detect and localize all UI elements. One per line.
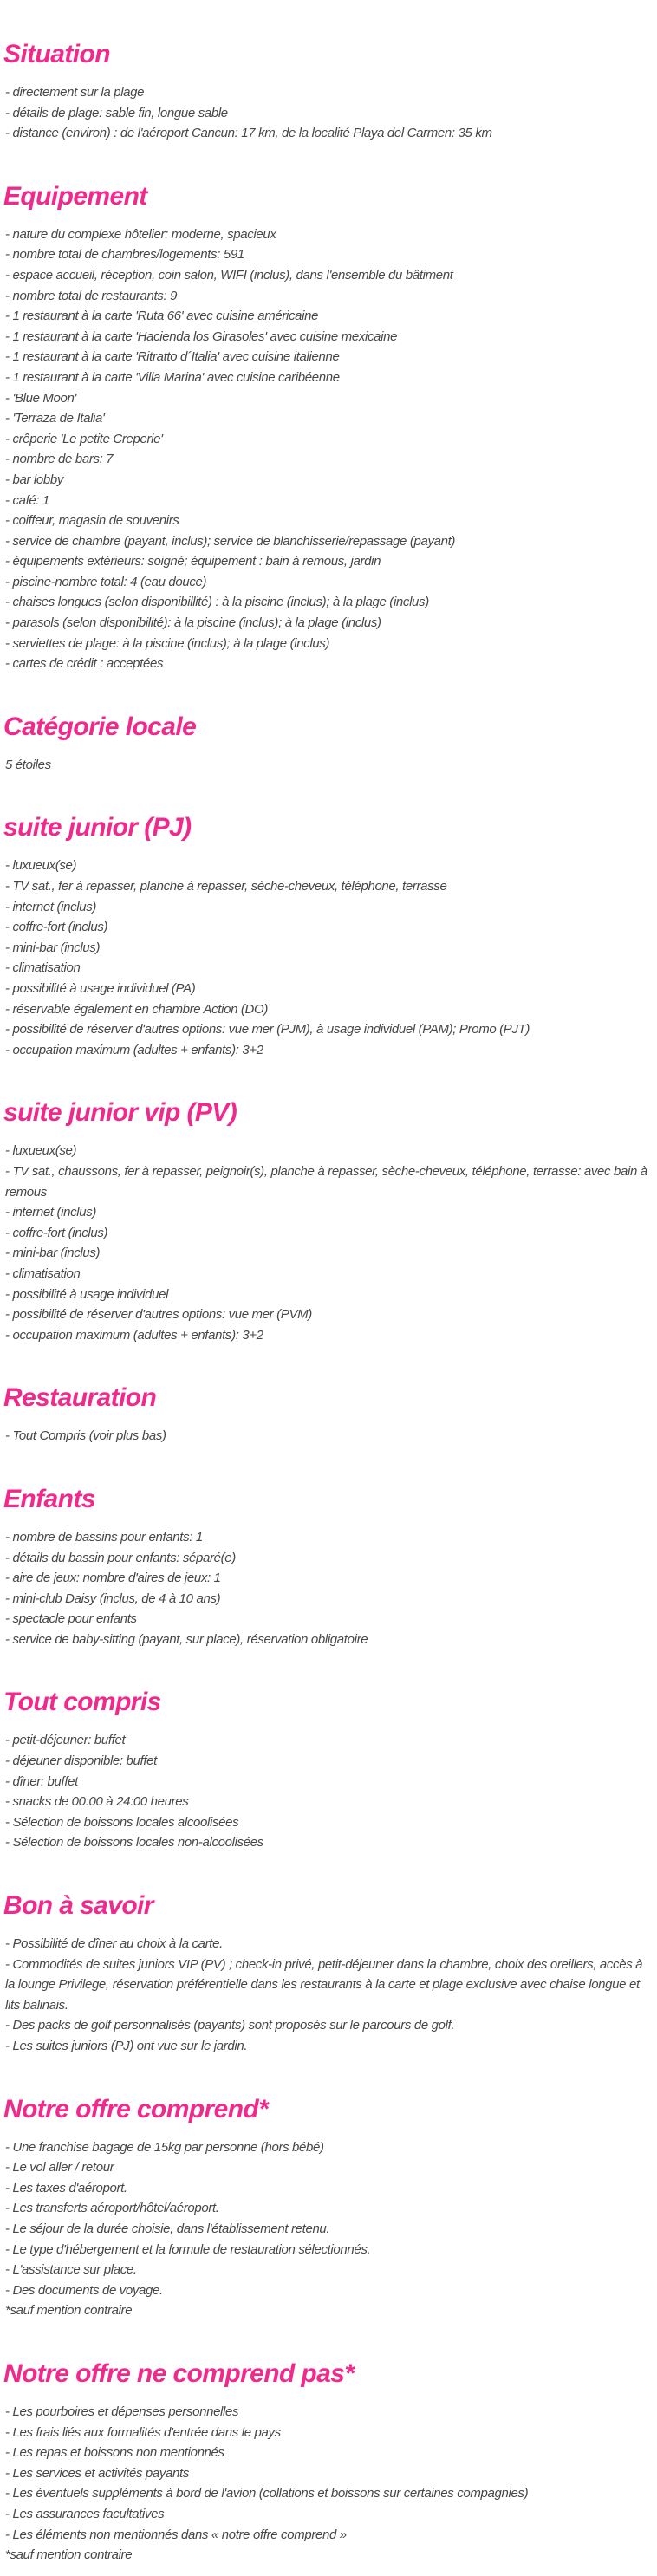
- info-section: [3, 1383, 650, 1447]
- section-title: Restauration: [3, 1383, 157, 1413]
- section-lines: [3, 224, 650, 674]
- info-line: - L'assistance sur place.: [5, 2262, 137, 2278]
- info-line: - possibilité à usage individuel (PA): [5, 981, 196, 996]
- info-line: - 'Blue Moon': [5, 390, 77, 406]
- info-line: - mini-bar (inclus): [5, 940, 101, 955]
- info-line: - Les frais liés aux formalités d'entrée dans le pays: [5, 2424, 281, 2440]
- info-line: - luxueux(se): [5, 858, 77, 874]
- section-title: Notre offre comprend*: [3, 2094, 269, 2124]
- info-section: [3, 1688, 650, 1853]
- info-line: - Le séjour de la durée choisie, dans l'établissement retenu.: [5, 2221, 330, 2236]
- info-line: - Le type d'hébergement et la formule de restauration sélectionnés.: [5, 2241, 371, 2257]
- info-line: - réservable également en chambre Action (DO): [5, 1001, 269, 1017]
- section-lines: [3, 2137, 650, 2321]
- info-line: - internet (inclus): [5, 1205, 97, 1220]
- info-line: - Tout Compris (voir plus bas): [5, 1428, 166, 1444]
- info-line: - 1 restaurant à la carte 'Villa Marina' avec cuisine caribéenne: [5, 369, 340, 385]
- info-line: - nombre total de restaurants: 9: [5, 288, 178, 303]
- info-line: - climatisation: [5, 960, 81, 976]
- info-line: - Une franchise bagage de 15kg par personne (hors bébé): [5, 2139, 324, 2155]
- section-title: Catégorie locale: [3, 712, 197, 741]
- info-line: - Les transferts aéroport/hôtel/aéroport.: [5, 2201, 219, 2216]
- info-line: *sauf mention contraire: [5, 2303, 133, 2319]
- info-line: - détails de plage: sable fin, longue sable: [5, 105, 228, 120]
- info-section: [3, 2359, 650, 2566]
- info-line: - 1 restaurant à la carte 'Ruta 66' avec cuisine américaine: [5, 309, 319, 324]
- info-line: - aire de jeux: nombre d'aires de jeux: 1: [5, 1571, 221, 1586]
- info-line: - possibilité de réserver d'autres options: vue mer (PJM), à usage individuel (PAM); Promo (PJT): [5, 1022, 530, 1038]
- info-line: - 'Terraza de Italia': [5, 411, 105, 426]
- info-line: - distance (environ) : de l'aéroport Cancun: 17 km, de la localité Playa del Carmen: 35 km: [5, 126, 492, 141]
- info-line: - snacks de 00:00 à 24:00 heures: [5, 1794, 189, 1810]
- info-line: - Les services et activités payants: [5, 2465, 190, 2481]
- info-line: - Sélection de boissons locales non-alcoolisées: [5, 1835, 263, 1851]
- info-line: - café: 1: [5, 492, 50, 508]
- info-line: - coffre-fort (inclus): [5, 1225, 108, 1240]
- info-line: - équipements extérieurs: soigné; équipement : bain à remous, jardin: [5, 554, 381, 569]
- info-line: - Les repas et boissons non mentionnés: [5, 2445, 224, 2461]
- info-line: - luxueux(se): [5, 1143, 77, 1159]
- info-line: - possibilité de réserver d'autres options: vue mer (PVM): [5, 1307, 312, 1323]
- section-title: Enfants: [3, 1484, 95, 1513]
- info-line: - nombre de bars: 7: [5, 452, 114, 467]
- info-line: - crêperie 'Le petite Creperie': [5, 431, 163, 446]
- info-line: - bar lobby: [5, 472, 64, 487]
- info-line: - Les pourboires et dépenses personnelles: [5, 2404, 239, 2419]
- info-section: [3, 2095, 650, 2321]
- section-lines: [3, 82, 650, 144]
- section-title: suite junior vip (PV): [3, 1098, 237, 1128]
- info-line: - spectacle pour enfants: [5, 1611, 137, 1627]
- info-line: - détails du bassin pour enfants: séparé(e): [5, 1550, 236, 1565]
- info-line: - chaises longues (selon disponibillité) : à la piscine (inclus); à la plage (inclus): [5, 595, 429, 610]
- info-line: - dîner: buffet: [5, 1773, 78, 1789]
- section-lines: [3, 1934, 650, 2057]
- info-line: - Les éléments non mentionnés dans « notre offre comprend »: [5, 2527, 347, 2542]
- info-line: - coffre-fort (inclus): [5, 920, 108, 935]
- info-line: - occupation maximum (adultes + enfants): 3+2: [5, 1327, 263, 1343]
- section-title: Notre offre ne comprend pas*: [3, 2358, 355, 2388]
- info-line: - nombre de bassins pour enfants: 1: [5, 1529, 203, 1545]
- info-line: - piscine-nombre total: 4 (eau douce): [5, 574, 207, 589]
- info-line: - serviettes de plage: à la piscine (inclus); à la plage (inclus): [5, 635, 330, 651]
- info-section: [3, 813, 650, 1060]
- info-line: - petit-déjeuner: buffet: [5, 1733, 126, 1748]
- info-line: - 1 restaurant à la carte 'Ritratto d´Italia' avec cuisine italienne: [5, 349, 340, 365]
- info-line: - Des packs de golf personnalisés (payants) sont proposés sur le parcours de golf.: [5, 2018, 455, 2033]
- section-title: Situation: [3, 40, 110, 68]
- info-section: [3, 40, 650, 144]
- info-line: - coiffeur, magasin de souvenirs: [5, 513, 179, 529]
- info-line: - parasols (selon disponibilité): à la piscine (inclus); à la plage (inclus): [5, 615, 381, 631]
- info-line: - Les suites juniors (PJ) ont vue sur le jardin.: [5, 2039, 248, 2053]
- section-lines: [3, 1527, 650, 1650]
- info-line: - Le vol aller / retour: [5, 2160, 114, 2176]
- info-line: - cartes de crédit : acceptées: [5, 656, 164, 672]
- info-line: - Sélection de boissons locales alcoolisées: [5, 1814, 239, 1830]
- info-line: - mini-bar (inclus): [5, 1246, 101, 1261]
- info-section: [3, 1485, 650, 1650]
- info-line: - nombre total de chambres/logements: 591: [5, 247, 244, 263]
- info-line: - mini-club Daisy (inclus, de 4 à 10 ans): [5, 1590, 221, 1606]
- info-line: - climatisation: [5, 1265, 81, 1281]
- info-line: - déjeuner disponible: buffet: [5, 1753, 157, 1769]
- info-line: - espace accueil, réception, coin salon, WIFI (inclus), dans l'ensemble du bâtiment: [5, 267, 453, 283]
- info-line: - TV sat., chaussons, fer à repasser, peignoir(s), planche à repasser, sèche-cheveux, téléphone, terrasse: avec bain à remous: [5, 1163, 647, 1200]
- info-line: 5 étoiles: [5, 757, 51, 772]
- info-line: - Commodités de suites juniors VIP (PV) ; check-in privé, petit-déjeuner dans la chambre, choix des oreillers, accès à la lounge Privilege, réservation préférentielle dans les restaurants à la carte et plage exclusive avec chaise longue et lits balinais.: [5, 1956, 643, 2013]
- section-lines: [3, 1426, 650, 1447]
- info-line: - internet (inclus): [5, 899, 97, 914]
- section-lines: [3, 1141, 650, 1345]
- section-title: Bon à savoir: [3, 1891, 153, 1921]
- info-line: - Possibilité de dîner au choix à la carte.: [5, 1936, 223, 1952]
- section-lines: [3, 855, 650, 1060]
- section-lines: [3, 1730, 650, 1853]
- section-title: Equipement: [3, 181, 147, 211]
- info-section: [3, 1098, 650, 1345]
- info-line: - nature du complexe hôtelier: moderne, spacieux: [5, 226, 276, 242]
- section-lines: [3, 755, 650, 776]
- info-line: - Les assurances facultatives: [5, 2506, 165, 2521]
- info-line: - Les taxes d'aéroport.: [5, 2180, 127, 2195]
- info-line: *sauf mention contraire: [5, 2547, 133, 2563]
- info-line: - 1 restaurant à la carte 'Hacienda los Girasoles' avec cuisine mexicaine: [5, 329, 398, 344]
- info-line: - service de baby-sitting (payant, sur place), réservation obligatoire: [5, 1631, 368, 1647]
- info-line: - TV sat., fer à repasser, planche à repasser, sèche-cheveux, téléphone, terrasse: [5, 879, 447, 894]
- info-section: [3, 712, 650, 776]
- info-section: [3, 182, 650, 674]
- info-section: [3, 1891, 650, 2057]
- section-title: Tout compris: [3, 1688, 161, 1717]
- info-line: - service de chambre (payant, inclus); service de blanchisserie/repassage (payant): [5, 533, 456, 549]
- info-line: - Des documents de voyage.: [5, 2282, 163, 2298]
- info-line: - possibilité à usage individuel: [5, 1286, 169, 1302]
- info-line: - occupation maximum (adultes + enfants): 3+2: [5, 1042, 263, 1057]
- info-line: - directement sur la plage: [5, 85, 145, 100]
- section-title: suite junior (PJ): [3, 813, 192, 842]
- section-lines: [3, 2402, 650, 2566]
- info-line: - Les éventuels suppléments à bord de l'avion (collations et boissons sur certaines compagnies): [5, 2486, 529, 2501]
